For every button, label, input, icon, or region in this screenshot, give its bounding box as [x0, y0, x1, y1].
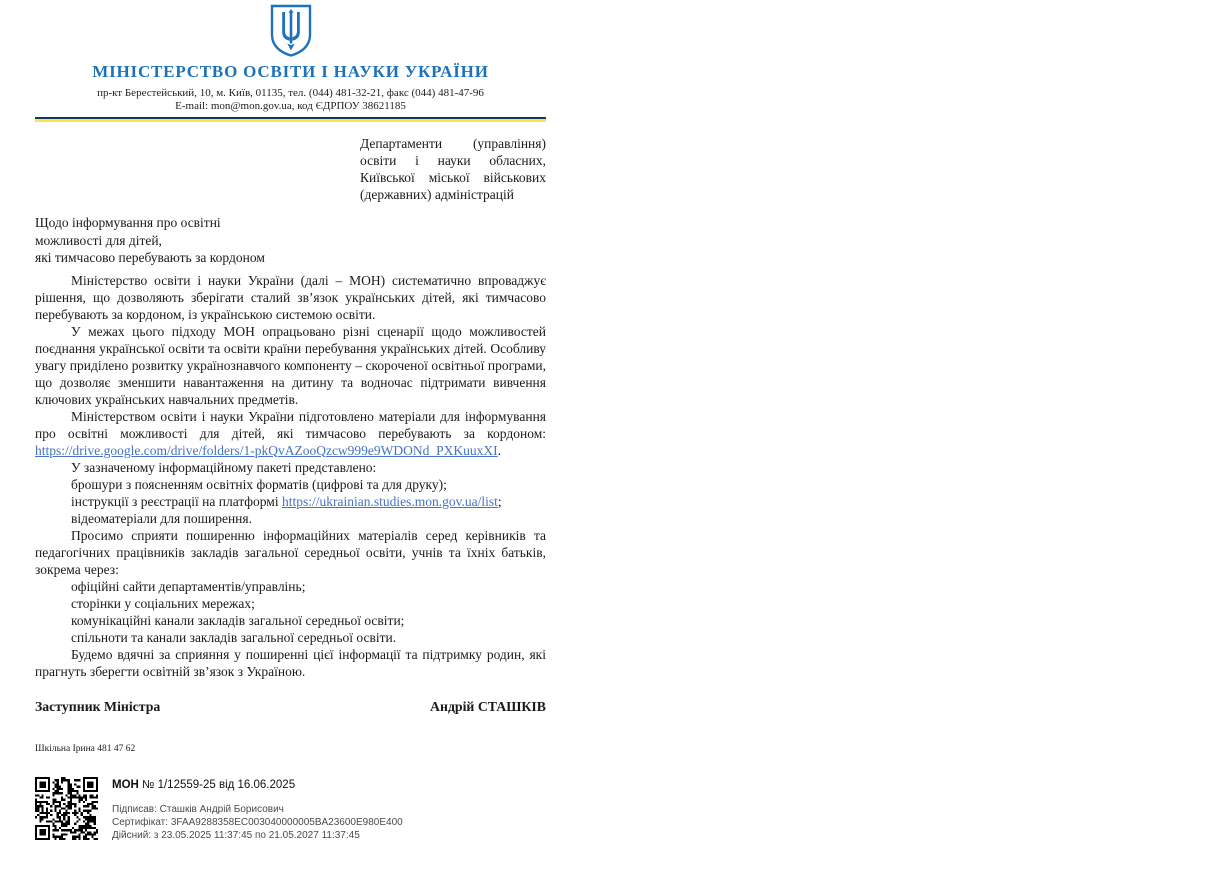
signer-name: Андрій СТАШКІВ [430, 698, 546, 714]
paragraph-3-text: Міністерством освіти і науки України підготовлено матеріали для інформування про освітні можливості для дітей, які тимчасово перебувають за кордоном: [35, 408, 546, 441]
list2-item-4: спільноти та канали закладів загальної середньої освіти. [71, 629, 397, 645]
letter-body [35, 272, 546, 680]
signer-position: Заступник Міністра [35, 698, 161, 714]
list2-item-1: офіційні сайти департаментів/управлінь; [71, 578, 306, 594]
signature-row [35, 699, 546, 715]
paragraph-6: Будемо вдячні за сприяння у поширенні цієї інформації та підтримку родин, які прагнуть зберегти освітній зв’язок з Україною. [35, 646, 546, 679]
stamp-text [112, 777, 403, 842]
subject-block [35, 214, 546, 267]
ukraine-trident-icon [35, 0, 546, 58]
subject-line: можливості для дітей, [35, 232, 162, 248]
paragraph-2: У межах цього підходу МОН опрацьовано різні сценарії щодо можливостей поєднання української освіти та освіти країни перебування українських дітей. Особливу увагу приділено розвитку українознавчого компоненту – скороченої освітньої програми, що дозволяє зменшити навантаження на дитину та водночас підтримати вивчення ключових українських навчальних предметів. [35, 323, 546, 407]
signed-by-line: Підписав: Сташків Андрій Борисович [112, 803, 284, 815]
stamp-meta [112, 803, 403, 842]
drive-folder-link[interactable]: https://drive.google.com/drive/folders/1-pkQvAZooQzcw999e9WDONd_PXKuuxXI [35, 442, 498, 458]
subject-line: Щодо інформування про освітні [35, 215, 221, 230]
list2-item-2: сторінки у соціальних мережах; [71, 595, 255, 611]
paragraph-5: Просимо сприяти поширенню інформаційних матеріалів серед керівників та педагогічних працівників закладів загальної середньої освіти, учнів та їхніх батьків, зокрема через: [35, 527, 546, 577]
signature-stamp [35, 777, 546, 842]
letterhead [35, 0, 546, 122]
ministry-address [35, 87, 546, 112]
paragraph-1: Міністерство освіти і науки України (далі – МОН) систематично впроваджує рішення, що дозволяють зберігати сталий зв’язок українських дітей, які тимчасово перебувають за кордоном, із українською системою освіти. [35, 272, 546, 322]
flag-divider [35, 117, 546, 122]
list1-item-1: брошури з поясненням освітніх форматів (цифрові та для друку); [71, 476, 447, 492]
address-line-2: E-mail: mon@mon.gov.ua, код ЄДРПОУ 38621185 [175, 99, 406, 112]
list1-item-2-text: інструкції з реєстрації на платформі [71, 493, 282, 509]
studies-platform-link[interactable]: https://ukrainian.studies.mon.gov.ua/list [281, 493, 498, 509]
subject-line: які тимчасово перебувають за кордоном [35, 250, 265, 265]
certificate-line: Сертифікат: 3FAA9288358EC003040000005BA23600E980E400 [112, 816, 403, 828]
qr-code-icon [35, 777, 98, 840]
doc-number: № 1/12559-25 від 16.06.2025 [142, 778, 296, 791]
letter [35, 0, 546, 842]
ministry-name: МІНІСТЕРСТВО ОСВІТИ І НАУКИ УКРАЇНИ [92, 62, 489, 81]
document-number-line [112, 777, 403, 791]
paragraph-4: У зазначеному інформаційному пакеті представлено: [71, 459, 377, 475]
list1-item-2 [35, 493, 546, 510]
list1-item-3: відеоматеріали для поширення. [71, 510, 252, 526]
address-line-1: пр-кт Берестейський, 10, м. Київ, 01135, тел. (044) 481-32-21, факс (044) 481-47-96 [97, 87, 484, 99]
paragraph-3 [35, 408, 546, 459]
list1-item-2-tail: ; [497, 493, 502, 509]
list2-item-3: комунікаційні канали закладів загальної середньої освіти; [71, 612, 405, 628]
recipient-block: Департаменти (управління) освіти і науки обласних, Київської міської військових (державних) адміністрацій [360, 136, 546, 202]
paragraph-3-tail: . [497, 442, 502, 458]
doc-label: МОН [112, 778, 139, 791]
executor-contact: Шкільна Ірина 481 47 62 [35, 743, 136, 754]
validity-line: Дійсний: з 23.05.2025 11:37:45 по 21.05.2027 11:37:45 [112, 829, 360, 841]
